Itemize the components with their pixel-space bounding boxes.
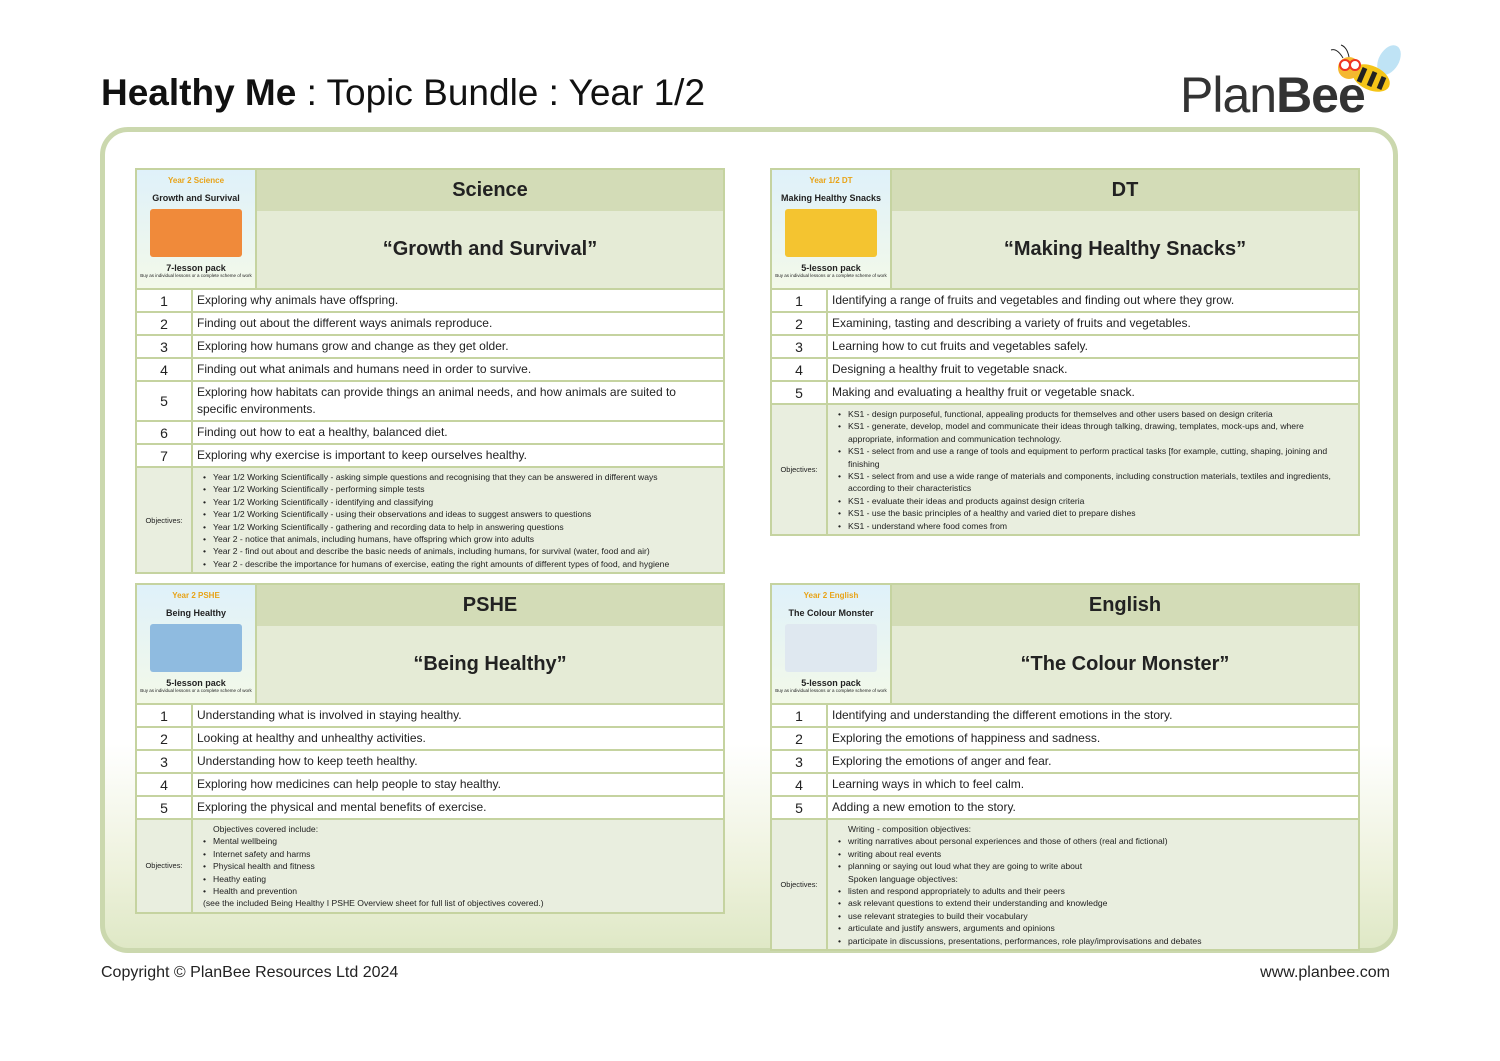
lesson-row [137, 382, 723, 422]
thumbnail-buy-text: Buy as individual lessons or a complete scheme of work [775, 273, 887, 278]
lesson-text: Exploring why animals have offspring. [197, 293, 399, 307]
subject-title: English [892, 585, 1358, 626]
lesson-text: Understanding how to keep teeth healthy. [197, 754, 418, 768]
thumbnail-buy-text: Buy as individual lessons or a complete scheme of work [140, 273, 252, 278]
lesson-row [772, 336, 1358, 359]
objective-item: • Year 2 - find out about and describe the basic needs of animals, including humans, for survival (water, food and air) [203, 545, 715, 557]
objective-item: • articulate and justify answers, arguments and opinions [838, 922, 1350, 934]
objectives-list [828, 820, 1358, 949]
lesson-number: 3 [137, 336, 193, 357]
lesson-row [137, 359, 723, 382]
lesson-row [772, 751, 1358, 774]
objective-item: • KS1 - understand where food comes from [838, 520, 1350, 532]
objectives-label: Objectives: [772, 820, 828, 949]
lesson-text: Exploring why exercise is important to keep ourselves healthy. [197, 448, 527, 462]
thumbnail-buy-text: Buy as individual lessons or a complete scheme of work [140, 688, 252, 693]
lesson-number: 1 [137, 290, 193, 311]
lesson-text: Identifying and understanding the different emotions in the story. [832, 708, 1173, 722]
objectives-row [137, 468, 723, 572]
objective-item: • KS1 - design purposeful, functional, appealing products for themselves and other users based on design criteria [838, 408, 1350, 420]
objective-item: • Physical health and fitness [203, 860, 715, 872]
topic-title: “Growth and Survival” [257, 211, 723, 288]
lesson-text: Finding out how to eat a healthy, balanced diet. [197, 425, 448, 439]
objective-item: • planning or saying out loud what they are going to write about [838, 860, 1350, 872]
panel-dt [770, 168, 1360, 536]
thumbnail-image [150, 209, 242, 257]
objective-item: Writing - composition objectives: [848, 824, 972, 834]
lesson-number: 4 [772, 774, 828, 795]
lesson-row [772, 313, 1358, 336]
objective-item: • Year 2 - notice that animals, including humans, have offspring which grow into adults [203, 533, 715, 545]
thumbnail-image [150, 624, 242, 672]
thumbnail-title: Being Healthy [165, 608, 226, 618]
lesson-row [137, 728, 723, 751]
objective-item: Spoken language objectives: [848, 873, 958, 884]
objective-item: • participate in discussions, presentations, performances, role play/improvisations and debates [838, 935, 1350, 947]
subject-title: DT [892, 170, 1358, 211]
copyright-text: Copyright © PlanBee Resources Ltd 2024 [101, 964, 399, 981]
lesson-pack-thumbnail[interactable] [137, 170, 257, 288]
title-rest: : Topic Bundle : Year 1/2 [296, 72, 706, 113]
lesson-number: 2 [772, 313, 828, 334]
objective-item: • writing narratives about personal experiences and those of others (real and fictional) [838, 835, 1350, 847]
thumbnail-title: The Colour Monster [788, 608, 874, 618]
objective-item: • use relevant strategies to build their vocabulary [838, 910, 1350, 922]
panel-header [772, 170, 1358, 290]
thumbnail-pack: 7-lesson pack [166, 263, 226, 273]
objectives-label: Objectives: [137, 820, 193, 912]
lesson-text: Making and evaluating a healthy fruit or vegetable snack. [832, 385, 1135, 399]
header-text [892, 585, 1358, 703]
thumbnail-title: Growth and Survival [152, 193, 240, 203]
header-text [257, 170, 723, 288]
lesson-row [772, 290, 1358, 313]
lesson-number: 2 [137, 313, 193, 334]
lesson-row [137, 751, 723, 774]
lesson-row [137, 336, 723, 359]
thumbnail-title: Making Healthy Snacks [780, 193, 882, 203]
topic-title: “The Colour Monster” [892, 626, 1358, 703]
lesson-text: Exploring the emotions of anger and fear. [832, 754, 1052, 768]
lesson-row [772, 359, 1358, 382]
thumbnail-year: Year 1/2 DT [809, 176, 853, 185]
objective-item: Objectives covered include: [213, 824, 319, 834]
lesson-text: Exploring the emotions of happiness and sadness. [832, 731, 1101, 745]
lesson-number: 1 [772, 290, 828, 311]
objectives-row [772, 405, 1358, 534]
objective-item: • Mental wellbeing [203, 835, 715, 847]
lesson-number: 2 [772, 728, 828, 749]
lesson-number: 4 [137, 774, 193, 795]
lesson-number: 3 [772, 336, 828, 357]
lesson-text: Looking at healthy and unhealthy activities. [197, 731, 426, 745]
thumbnail-year: Year 2 English [803, 591, 859, 600]
objectives-row [137, 820, 723, 912]
lesson-text: Exploring the physical and mental benefits of exercise. [197, 800, 487, 814]
lesson-text: Identifying a range of fruits and vegetables and finding out where they grow. [832, 293, 1235, 307]
panel-pshe [135, 583, 725, 914]
lesson-number: 1 [772, 705, 828, 726]
objective-item: (see the included Being Healthy I PSHE Overview sheet for full list of objectives covered.) [203, 898, 544, 909]
lesson-number: 1 [137, 705, 193, 726]
page-title [101, 72, 705, 114]
thumbnail-year: Year 2 PSHE [172, 591, 220, 600]
lesson-row [772, 728, 1358, 751]
objective-item: • Year 2 - describe the importance for humans of exercise, eating the right amounts of different types of food, and hygiene [203, 558, 715, 570]
lesson-number: 3 [137, 751, 193, 772]
lesson-number: 6 [137, 422, 193, 443]
objective-item: • Year 1/2 Working Scientifically - identifying and classifying [203, 496, 715, 508]
thumbnail-image [785, 209, 877, 257]
lesson-pack-thumbnail[interactable] [772, 170, 892, 288]
lesson-pack-thumbnail[interactable] [772, 585, 892, 703]
lesson-row [137, 705, 723, 728]
topic-title: “Being Healthy” [257, 626, 723, 703]
lesson-text: Exploring how habitats can provide things an animal needs, and how animals are suited to specific environments. [197, 385, 676, 416]
objective-item: • KS1 - select from and use a range of tools and equipment to perform practical tasks [for example, cutting, shaping, joining and finishing [838, 445, 1350, 470]
lesson-text: Learning how to cut fruits and vegetables safely. [832, 339, 1088, 353]
panel-header [772, 585, 1358, 705]
thumbnail-pack: 5-lesson pack [801, 678, 861, 688]
objectives-list [193, 820, 723, 912]
lesson-text: Finding out about the different ways animals reproduce. [197, 316, 493, 330]
lesson-number: 5 [137, 382, 193, 420]
lesson-row [772, 797, 1358, 820]
panel-science [135, 168, 725, 574]
lesson-number: 5 [772, 797, 828, 818]
objective-item: • listen and respond appropriately to adults and their peers [838, 885, 1350, 897]
objectives-label: Objectives: [137, 468, 193, 572]
lesson-row [772, 382, 1358, 405]
logo-text-bee: Bee [1276, 67, 1365, 123]
lesson-pack-thumbnail[interactable] [137, 585, 257, 703]
thumbnail-pack: 5-lesson pack [166, 678, 226, 688]
lesson-number: 4 [137, 359, 193, 380]
subject-title: Science [257, 170, 723, 211]
objective-item: • KS1 - generate, develop, model and communicate their ideas through talking, drawing, templates, mock-ups and, where appropriate, information and communication technology. [838, 420, 1350, 445]
lesson-number: 5 [772, 382, 828, 403]
lesson-text: Examining, tasting and describing a variety of fruits and vegetables. [832, 316, 1191, 330]
lesson-number: 3 [772, 751, 828, 772]
planbee-logo [1180, 44, 1410, 123]
header-text [257, 585, 723, 703]
objective-item: • Year 1/2 Working Scientifically - gathering and recording data to help in answering questions [203, 521, 715, 533]
lesson-text: Adding a new emotion to the story. [832, 800, 1016, 814]
objectives-list [193, 468, 723, 572]
objective-item: • KS1 - evaluate their ideas and products against design criteria [838, 495, 1350, 507]
objectives-label: Objectives: [772, 405, 828, 534]
objective-item: • Health and prevention [203, 885, 715, 897]
thumbnail-buy-text: Buy as individual lessons or a complete scheme of work [775, 688, 887, 693]
thumbnail-pack: 5-lesson pack [801, 263, 861, 273]
objective-item: • ask relevant questions to extend their understanding and knowledge [838, 897, 1350, 909]
thumbnail-year: Year 2 Science [167, 176, 225, 185]
panel-english [770, 583, 1360, 951]
lesson-row [137, 313, 723, 336]
lesson-text: Finding out what animals and humans need in order to survive. [197, 362, 532, 376]
lesson-row [137, 774, 723, 797]
thumbnail-image [785, 624, 877, 672]
lesson-text: Exploring how medicines can help people to stay healthy. [197, 777, 501, 791]
lesson-number: 4 [772, 359, 828, 380]
header-text [892, 170, 1358, 288]
lesson-text: Designing a healthy fruit to vegetable snack. [832, 362, 1068, 376]
lesson-number: 7 [137, 445, 193, 466]
panel-header [137, 585, 723, 705]
subject-title: PSHE [257, 585, 723, 626]
objective-item: • KS1 - use the basic principles of a healthy and varied diet to prepare dishes [838, 507, 1350, 519]
lesson-text: Learning ways in which to feel calm. [832, 777, 1025, 791]
lesson-row [137, 422, 723, 445]
lesson-row [137, 290, 723, 313]
title-bold: Healthy Me [101, 72, 297, 113]
lesson-text: Understanding what is involved in staying healthy. [197, 708, 462, 722]
objective-item: • writing about real events [838, 848, 1350, 860]
panel-header [137, 170, 723, 290]
lesson-number: 5 [137, 797, 193, 818]
objective-item: • Year 1/2 Working Scientifically - using their observations and ideas to suggest answers to questions [203, 508, 715, 520]
objective-item: • KS1 - select from and use a wide range of materials and components, including construction materials, textiles and ingredients, according to their characteristics [838, 470, 1350, 495]
lesson-row [137, 445, 723, 468]
objectives-list [828, 405, 1358, 534]
lesson-row [137, 797, 723, 820]
lesson-text: Exploring how humans grow and change as they get older. [197, 339, 509, 353]
lesson-row [772, 705, 1358, 728]
objective-item: • Heathy eating [203, 873, 715, 885]
objective-item: • Internet safety and harms [203, 848, 715, 860]
lesson-number: 2 [137, 728, 193, 749]
objective-item: • Year 1/2 Working Scientifically - performing simple tests [203, 483, 715, 495]
website-link[interactable]: www.planbee.com [1260, 964, 1390, 981]
objective-item: • Year 1/2 Working Scientifically - asking simple questions and recognising that they can be answered in different ways [203, 471, 715, 483]
topic-title: “Making Healthy Snacks” [892, 211, 1358, 288]
lesson-row [772, 774, 1358, 797]
objectives-row [772, 820, 1358, 949]
logo-text-plan: Plan [1180, 67, 1277, 123]
